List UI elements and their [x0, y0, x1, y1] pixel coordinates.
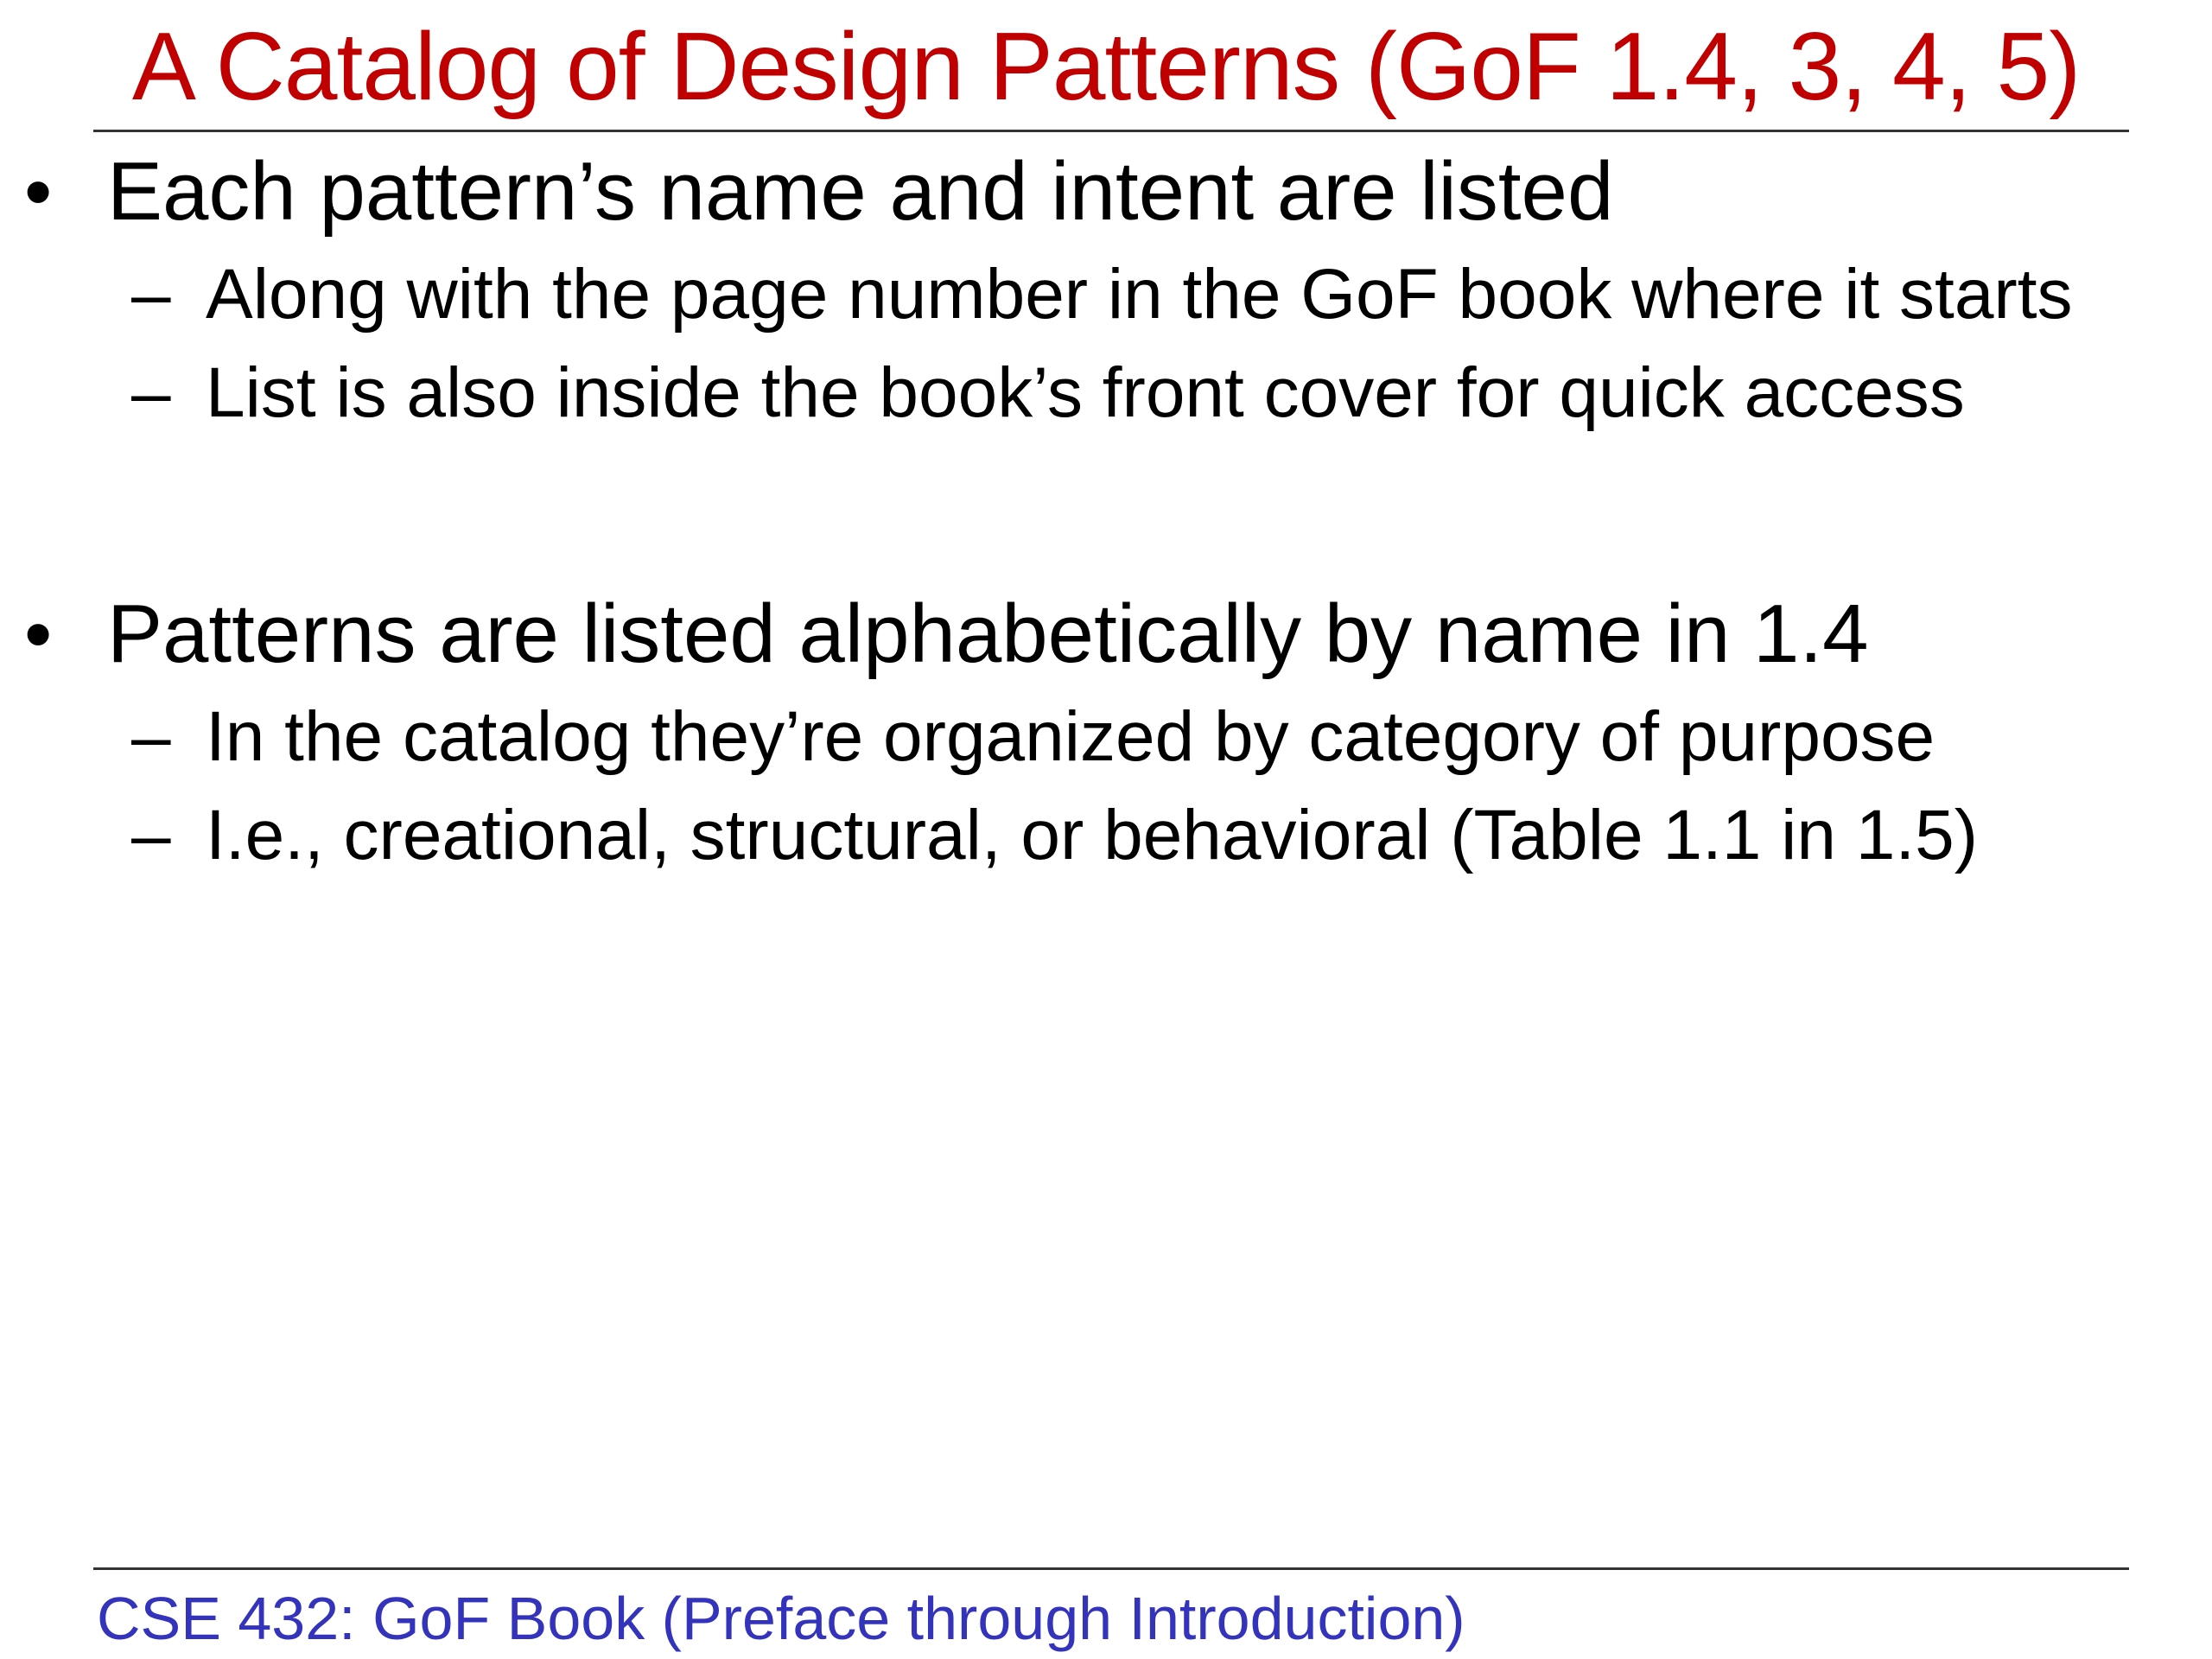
sub-bullet-item — [0, 245, 2212, 344]
dash-icon: – — [131, 796, 171, 874]
footer-text: CSE 432: GoF Book (Preface through Introduction) — [97, 1585, 1465, 1652]
dash-icon: – — [131, 697, 171, 776]
sub-bullet-text: List is also inside the book’s front cover for quick access — [206, 353, 1965, 432]
bullet-text: Patterns are listed alphabetically by name in 1.4 — [107, 588, 1869, 680]
sub-bullet-list — [0, 688, 2212, 885]
bullet-item-2 — [0, 581, 2212, 885]
bullet-line — [0, 138, 2212, 245]
bullet-dot-icon: • — [24, 590, 53, 678]
bullet-line — [0, 581, 2212, 688]
sub-bullet-text: In the catalog they’re organized by category of purpose — [206, 697, 1936, 776]
bullet-item-1 — [0, 138, 2212, 442]
sub-bullet-item — [0, 344, 2212, 442]
sub-bullet-text: Along with the page number in the GoF book where it starts — [206, 255, 2073, 334]
dash-icon: – — [131, 353, 171, 432]
dash-icon: – — [131, 255, 171, 334]
footer-divider — [93, 1567, 2129, 1570]
sub-bullet-item — [0, 688, 2212, 786]
slide-title: A Catalog of Design Patterns (GoF 1.4, 3, 4, 5) — [131, 13, 2081, 120]
bullet-dot-icon: • — [24, 148, 53, 236]
sub-bullet-text: I.e., creational, structural, or behavioral (Table 1.1 in 1.5) — [206, 796, 1979, 874]
sub-bullet-item — [0, 786, 2212, 885]
bullet-text: Each pattern’s name and intent are listed — [107, 145, 1614, 238]
sub-bullet-list — [0, 245, 2212, 442]
